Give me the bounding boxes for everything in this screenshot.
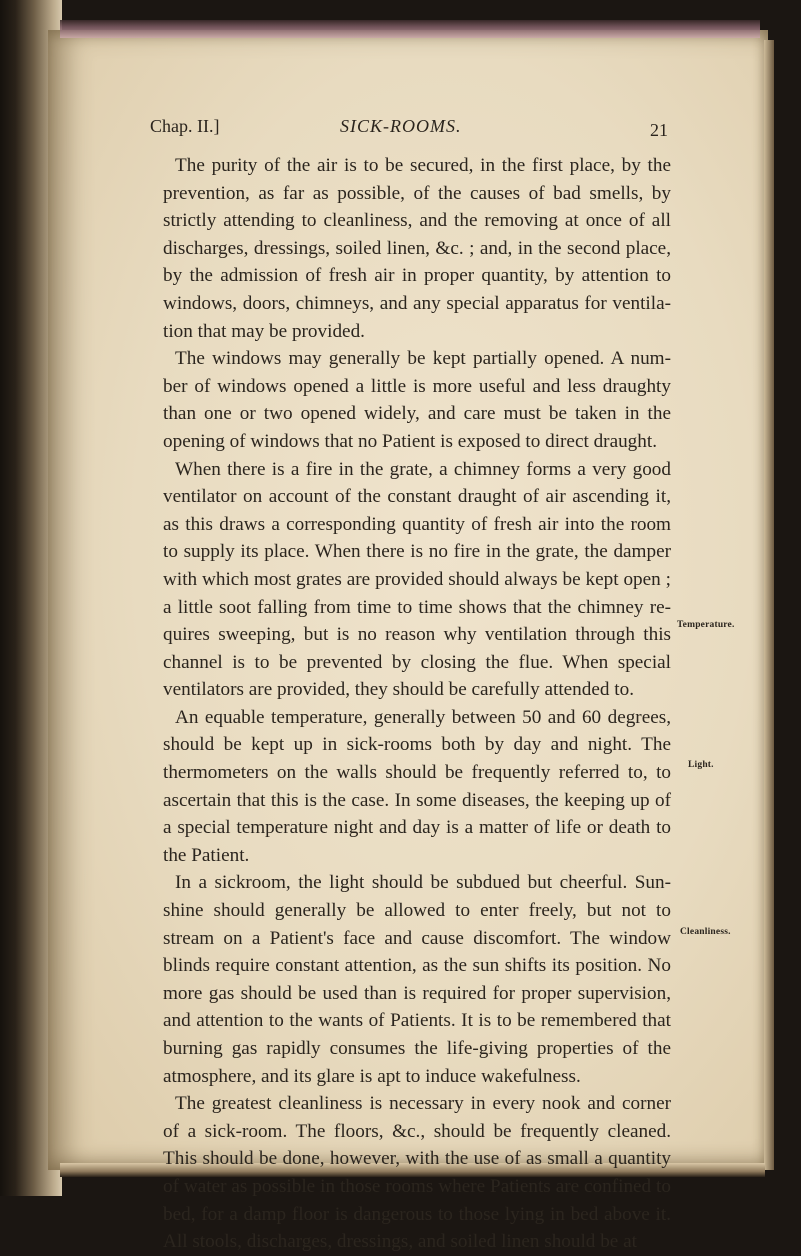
paragraph-chimney: When there is a fire in the grate, a chimney forms a very good ventilator on account of the constant draught of air ascending it, as this draws a corresponding quantity of fresh air into the room to supply its place. When there is no fire in the grate, the damper with which most grates are provided should always be kept open ; a little soot falling from time to time shows that the chimney re-quires sweeping, but is no reason why ventilation through this channel is to be prevented by closing the flue. When special ventilators are provided, they should be carefully attended to.: [163, 458, 671, 701]
page-number: 21: [650, 120, 668, 140]
page-top-edge: [60, 20, 760, 38]
body-text: [163, 152, 671, 1256]
chapter-label: Chap. II.]: [150, 116, 220, 136]
running-header: [150, 112, 670, 140]
paragraph-windows: The windows may generally be kept partially opened. A num-ber of windows opened a little is more useful and less draughty than one or two opened widely, and care must be taken in the opening of windows that no Patient is exposed to direct draught.: [163, 348, 671, 452]
paragraph-air-purity: The purity of the air is to be secured, in the first place, by the prevention, as far as possible, of the causes of bad smells, by strictly attending to cleanliness, and the removing at once of all discharges, dressings, soiled linen, &c. ; and, in the second place, by the admission of fresh air in proper quantity, by attention to windows, doors, chimneys, and any special apparatus for ventila-tion that may be provided.: [163, 155, 671, 342]
running-title: SICK-ROOMS.: [340, 116, 462, 136]
page-right-edge: [764, 40, 774, 1170]
margin-note-light: Light.: [688, 760, 714, 770]
margin-note-temperature: Temperature.: [677, 620, 735, 630]
paragraph-temperature: An equable temperature, generally between 50 and 60 degrees, should be kept up in sick-rooms both by day and night. The thermometers on the walls should be frequently referred to, to ascertain that this is the case. In some diseases, the keeping up of a special temperature night and day is a matter of life or death to the Patient.: [163, 706, 671, 866]
paragraph-light: In a sickroom, the light should be subdued but cheerful. Sun-shine should generally be allowed to enter freely, but not to stream on a Patient's face and cause discomfort. The window blinds require constant attention, as the sun shifts its position. No more gas should be used than is required for proper supervision, and attention to the wants of Patients. It is to be remembered that burning gas rapidly consumes the life-giving properties of the atmosphere, and its glare is apt to induce wakefulness.: [163, 872, 671, 1087]
paragraph-cleanliness: The greatest cleanliness is necessary in every nook and corner of a sick-room. The floors, &c., should be frequently cleaned. This should be done, however, with the use of as small a quantity of water as possible in those rooms where Patients are confined to bed, for a damp floor is dangerous to those lying in bed above it. All stools, discharges, dressings, and soiled linen should be at: [163, 1093, 671, 1253]
margin-note-cleanliness: Cleanliness.: [680, 927, 731, 937]
